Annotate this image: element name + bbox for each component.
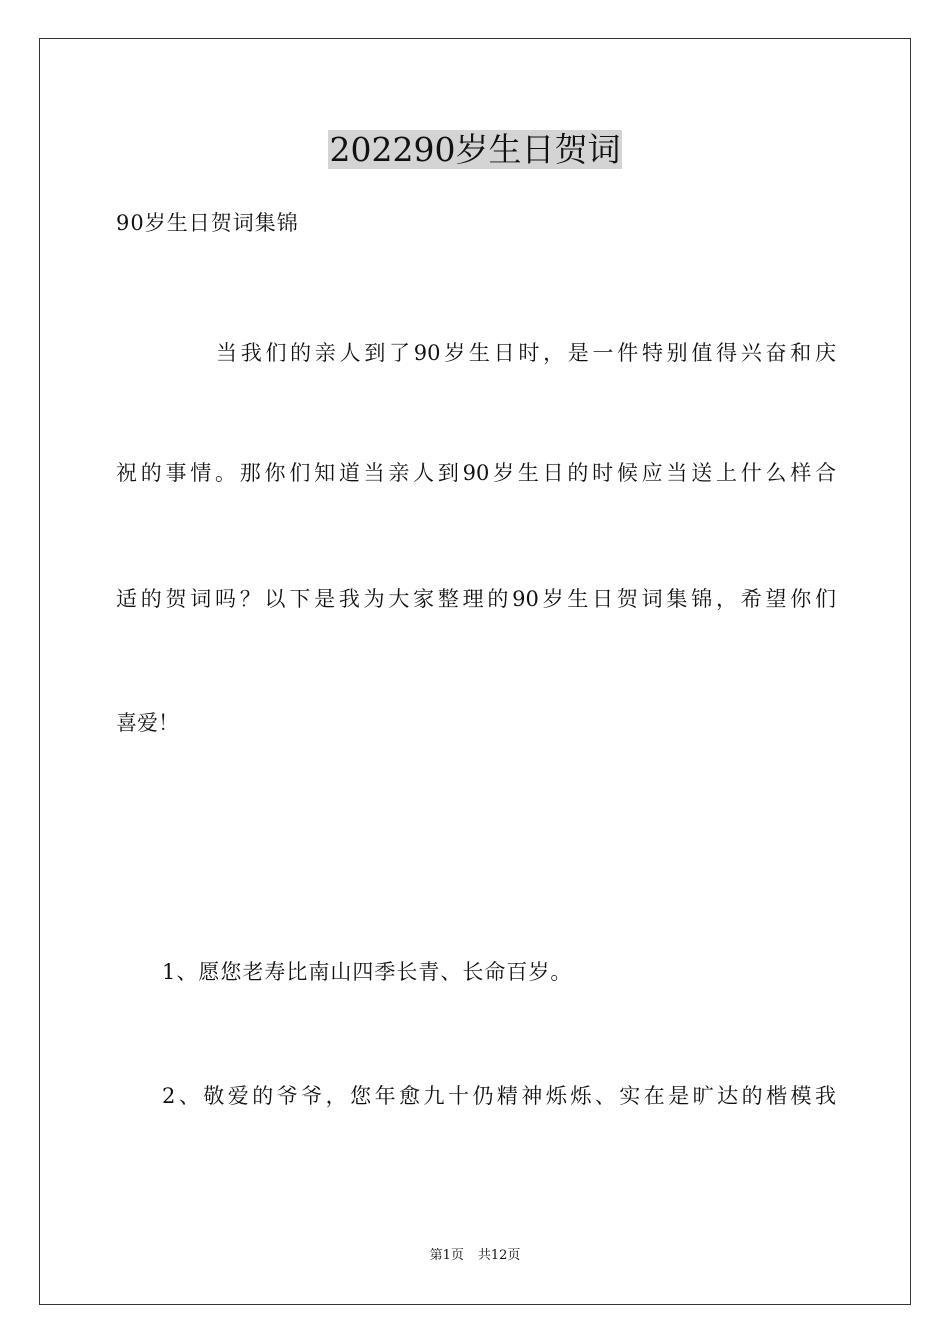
document-subtitle: 90岁生日贺词集锦: [116, 211, 299, 235]
document-title: [0, 128, 950, 172]
intro-line-4: 喜爱！: [116, 711, 179, 735]
page-number: 第1页: [429, 1248, 464, 1263]
intro-line-3: 适的贺词吗？以下是我为大家整理的90岁生日贺词集锦，希望你们: [116, 587, 836, 611]
document-title-text: 202290岁生日贺词: [329, 130, 621, 169]
intro-line-1: 当我们的亲人到了90岁生日时，是一件特别值得兴奋和庆: [216, 341, 836, 365]
wish-item-1: 1、愿您老寿比南山四季长青、长命百岁。: [162, 960, 573, 984]
page-footer: [0, 1246, 950, 1266]
wish-item-2: 2、敬爱的爷爷，您年愈九十仍精神烁烁、实在是旷达的楷模我: [162, 1084, 836, 1108]
intro-line-2: 祝的事情。那你们知道当亲人到90岁生日的时候应当送上什么样合: [116, 461, 836, 485]
page-total: 共12页: [477, 1248, 521, 1263]
